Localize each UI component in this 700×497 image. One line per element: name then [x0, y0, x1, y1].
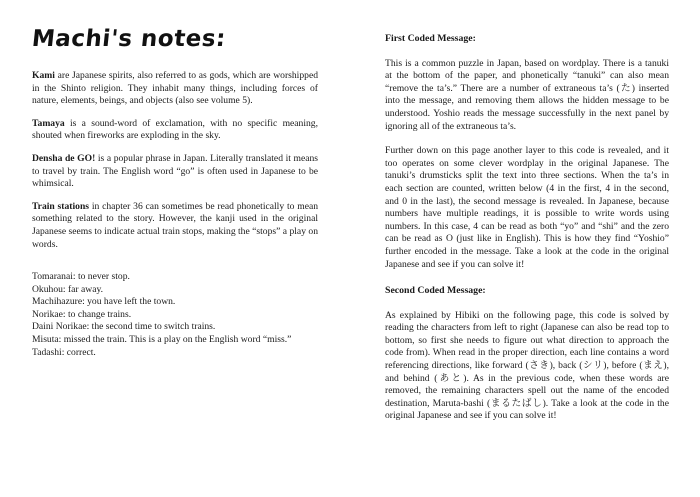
- second-coded-section: [385, 285, 669, 423]
- glossary-item: Norikae: to change trains.: [32, 308, 132, 320]
- first-coded-paragraph-2: Further down on this page another layer to this code is revealed, and it too operates on some clever wordplay in the original Japanese. The tanuki’s drumsticks split the text into three sections. When the ta’s in each section are counted, written below (4 in the first, 4 in the second, and 0 in the last), the second message is revealed. In Japanese, because numbers have multiple readings, it is possible to write words using numbers. In this case, 4 can be read as both “yo” and “shi” and the zero can be read as O (just like in English). This is how they find “Yoshio” further encoded in the message. Take a look at the code in the original Japanese and see if you can solve it!: [385, 145, 669, 270]
- second-coded-paragraph: As explained by Hibiki on the following page, this code is solved by reading the characters from left to right (Japanese can also be read top to bottom, so first she needs to figure out what direction to approach the code from). When read in the proper direction, each line contains a word referencing directions, like forward (さき), back (シリ), before (まえ), and behind (あと). As in the previous code, when these words are removed, the remaining characters spell out the name of the encoded destination, Maruta-bashi (まるたばし). Take a look at the code in the original Japanese and see if you can solve it!: [385, 309, 669, 422]
- glossary-item: Okuhou: far away.: [32, 283, 104, 295]
- note-densha: [32, 153, 318, 191]
- second-coded-heading: Second Coded Message:: [385, 285, 486, 296]
- station-glossary: [32, 271, 318, 359]
- term-tamaya: Tamaya: [32, 117, 65, 129]
- first-coded-section: [385, 33, 669, 271]
- glossary-item: Misuta: missed the train. This is a play on the English word “miss.”: [32, 333, 292, 345]
- first-coded-heading: First Coded Message:: [385, 33, 476, 44]
- page-title: Machi's notes:: [30, 26, 228, 52]
- note-stations-text: in chapter 36 can sometimes be read phonetically to mean something related to the story. However, the kanji used in the original Japanese seems to indicate actual train stops, making the “stops” a play on words.: [32, 200, 319, 250]
- term-kami: Kami: [32, 70, 55, 81]
- glossary-item: Daini Norikae: the second time to switch trains.: [32, 321, 216, 333]
- first-coded-paragraph-1: This is a common puzzle in Japan, based on wordplay. There is a tanuki at the bottom of the paper, and phonetically “tanuki” can also mean “remove the ta’s.” There are a number of extraneous ta’s (た) inserted into the message, and removing them allows the hidden message to be understood. Yoshio reads the message successfully in the next panel by ignoring all of the extraneous ta’s.: [385, 57, 669, 132]
- note-tamaya-text: is a sound-word of exclamation, with no specific meaning, shouted when fireworks are exploding in the sky.: [32, 117, 318, 142]
- note-stations: [32, 201, 318, 251]
- term-densha: Densha de GO!: [32, 152, 96, 164]
- note-kami-text: are Japanese spirits, also referred to as gods, which are worshipped in the Shinto religion. They inhabit many things, including forces of nature, elements, beings, and objects (also see volume 5).: [32, 70, 318, 107]
- note-kami: [32, 70, 318, 108]
- glossary-item: Tomaranai: to never stop.: [32, 271, 130, 282]
- glossary-item: Tadashi: correct.: [32, 346, 96, 358]
- notes-body: [32, 70, 318, 261]
- glossary-item: Machihazure: you have left the town.: [32, 296, 176, 308]
- note-densha-text: is a popular phrase in Japan. Literally translated it means to travel by train. The English word “go” is often used in Japanese to be whimsical.: [32, 152, 318, 190]
- note-tamaya: [32, 118, 318, 143]
- term-stations: Train stations: [32, 200, 90, 212]
